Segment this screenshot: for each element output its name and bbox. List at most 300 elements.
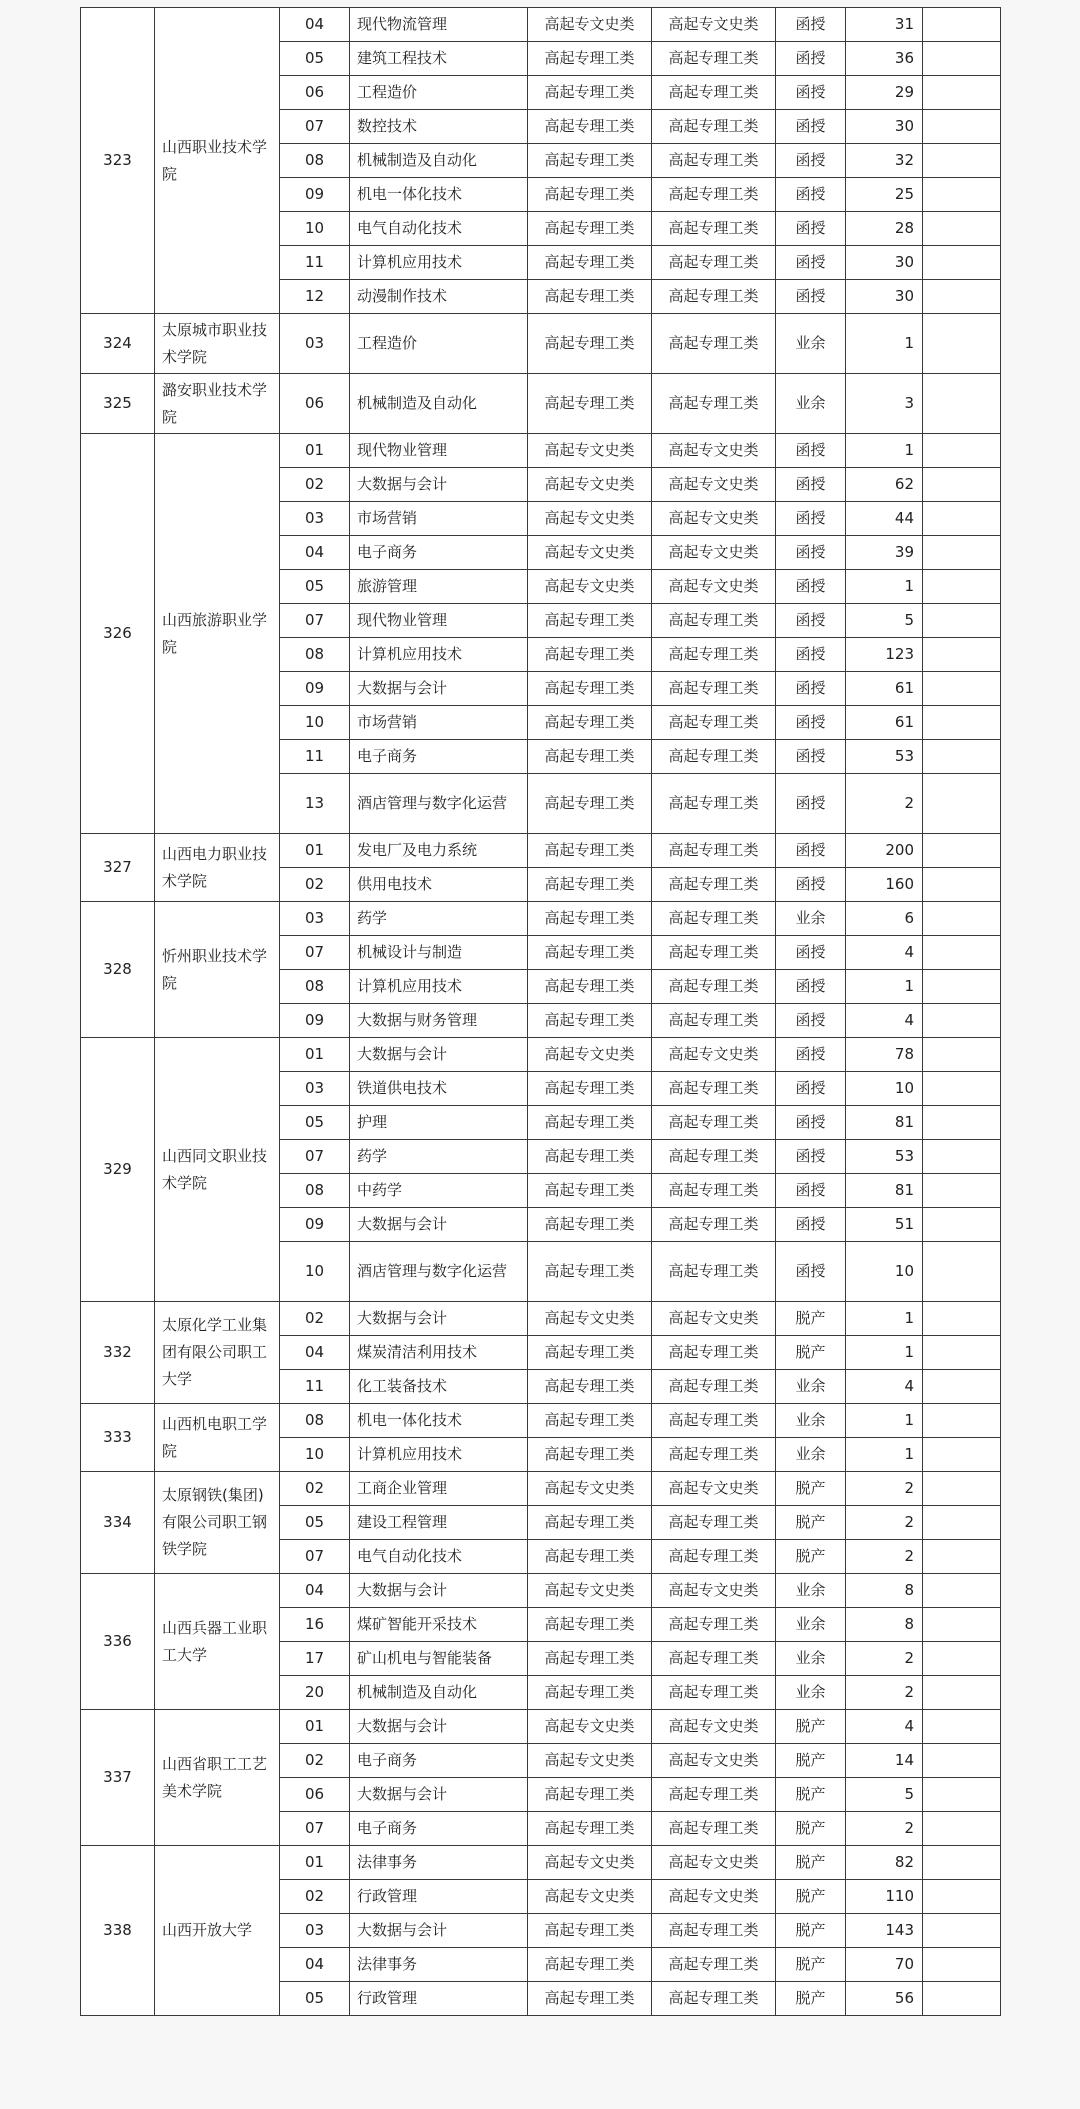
empty-cell — [923, 1574, 1001, 1608]
level-cell: 高起专理工类 — [528, 706, 652, 740]
study-mode-cell: 脱产 — [776, 1744, 846, 1778]
empty-cell — [923, 868, 1001, 902]
enrollment-count-cell: 31 — [846, 8, 923, 42]
enrollment-count-cell: 4 — [846, 1710, 923, 1744]
enrollment-count-cell: 2 — [846, 1812, 923, 1846]
category-cell: 高起专理工类 — [652, 110, 776, 144]
enrollment-count-cell: 2 — [846, 1506, 923, 1540]
major-name-cell: 大数据与会计 — [350, 1208, 528, 1242]
enrollment-count-cell: 25 — [846, 178, 923, 212]
empty-cell — [923, 1174, 1001, 1208]
major-name-cell: 动漫制作技术 — [350, 280, 528, 314]
empty-cell — [923, 1914, 1001, 1948]
major-name-cell: 计算机应用技术 — [350, 246, 528, 280]
enrollment-count-cell: 4 — [846, 936, 923, 970]
table-row — [81, 314, 1001, 374]
study-mode-cell: 函授 — [776, 868, 846, 902]
study-mode-cell: 业余 — [776, 1438, 846, 1472]
level-cell: 高起专理工类 — [528, 314, 652, 374]
major-name-cell: 工程造价 — [350, 314, 528, 374]
category-cell: 高起专理工类 — [652, 1072, 776, 1106]
level-cell: 高起专文史类 — [528, 570, 652, 604]
major-code-cell: 09 — [280, 672, 350, 706]
category-cell: 高起专理工类 — [652, 672, 776, 706]
study-mode-cell: 函授 — [776, 76, 846, 110]
empty-cell — [923, 468, 1001, 502]
major-name-cell: 大数据与会计 — [350, 1710, 528, 1744]
empty-cell — [923, 1472, 1001, 1506]
enrollment-count-cell: 2 — [846, 774, 923, 834]
enrollment-count-cell: 53 — [846, 1140, 923, 1174]
level-cell: 高起专理工类 — [528, 1438, 652, 1472]
major-name-cell: 计算机应用技术 — [350, 638, 528, 672]
empty-cell — [923, 1106, 1001, 1140]
level-cell: 高起专文史类 — [528, 434, 652, 468]
enrollment-count-cell: 8 — [846, 1608, 923, 1642]
table-body — [81, 8, 1001, 2016]
empty-cell — [923, 834, 1001, 868]
major-name-cell: 现代物业管理 — [350, 604, 528, 638]
category-cell: 高起专理工类 — [652, 314, 776, 374]
category-cell: 高起专理工类 — [652, 706, 776, 740]
table-row — [81, 8, 1001, 42]
major-code-cell: 05 — [280, 1106, 350, 1140]
study-mode-cell: 函授 — [776, 570, 846, 604]
major-code-cell: 08 — [280, 638, 350, 672]
major-code-cell: 01 — [280, 1710, 350, 1744]
empty-cell — [923, 604, 1001, 638]
enrollment-count-cell: 4 — [846, 1370, 923, 1404]
empty-cell — [923, 1846, 1001, 1880]
category-cell: 高起专理工类 — [652, 1914, 776, 1948]
study-mode-cell: 函授 — [776, 604, 846, 638]
empty-cell — [923, 740, 1001, 774]
enrollment-count-cell: 160 — [846, 868, 923, 902]
empty-cell — [923, 638, 1001, 672]
level-cell: 高起专文史类 — [528, 1038, 652, 1072]
major-code-cell: 01 — [280, 1846, 350, 1880]
level-cell: 高起专理工类 — [528, 1208, 652, 1242]
study-mode-cell: 函授 — [776, 144, 846, 178]
study-mode-cell: 函授 — [776, 1174, 846, 1208]
major-code-cell: 07 — [280, 1812, 350, 1846]
level-cell: 高起专理工类 — [528, 1812, 652, 1846]
empty-cell — [923, 1506, 1001, 1540]
school-id-cell: 325 — [81, 374, 155, 434]
study-mode-cell: 业余 — [776, 1404, 846, 1438]
level-cell: 高起专理工类 — [528, 902, 652, 936]
empty-cell — [923, 314, 1001, 374]
major-code-cell: 08 — [280, 144, 350, 178]
level-cell: 高起专文史类 — [528, 1472, 652, 1506]
level-cell: 高起专理工类 — [528, 834, 652, 868]
major-name-cell: 法律事务 — [350, 1948, 528, 1982]
enrollment-count-cell: 5 — [846, 604, 923, 638]
major-name-cell: 建筑工程技术 — [350, 42, 528, 76]
enrollment-count-cell: 10 — [846, 1072, 923, 1106]
major-name-cell: 药学 — [350, 902, 528, 936]
major-name-cell: 酒店管理与数字化运营 — [350, 774, 528, 834]
category-cell: 高起专理工类 — [652, 144, 776, 178]
major-name-cell: 煤炭清洁利用技术 — [350, 1336, 528, 1370]
study-mode-cell: 脱产 — [776, 1710, 846, 1744]
level-cell: 高起专理工类 — [528, 374, 652, 434]
major-name-cell: 机械制造及自动化 — [350, 144, 528, 178]
category-cell: 高起专理工类 — [652, 76, 776, 110]
major-name-cell: 酒店管理与数字化运营 — [350, 1242, 528, 1302]
enrollment-count-cell: 28 — [846, 212, 923, 246]
enrollment-count-cell: 2 — [846, 1540, 923, 1574]
study-mode-cell: 函授 — [776, 1106, 846, 1140]
enrollment-count-cell: 51 — [846, 1208, 923, 1242]
study-mode-cell: 函授 — [776, 502, 846, 536]
empty-cell — [923, 212, 1001, 246]
major-name-cell: 电子商务 — [350, 740, 528, 774]
study-mode-cell: 函授 — [776, 42, 846, 76]
school-name-cell: 山西省职工工艺美术学院 — [155, 1710, 280, 1846]
enrollment-count-cell: 8 — [846, 1574, 923, 1608]
major-code-cell: 10 — [280, 706, 350, 740]
major-code-cell: 07 — [280, 936, 350, 970]
major-name-cell: 铁道供电技术 — [350, 1072, 528, 1106]
major-name-cell: 大数据与会计 — [350, 1038, 528, 1072]
table-row — [81, 1038, 1001, 1072]
empty-cell — [923, 1676, 1001, 1710]
enrollment-count-cell: 1 — [846, 970, 923, 1004]
study-mode-cell: 函授 — [776, 1038, 846, 1072]
empty-cell — [923, 1302, 1001, 1336]
enrollment-count-cell: 56 — [846, 1982, 923, 2016]
school-id-cell: 324 — [81, 314, 155, 374]
major-name-cell: 化工装备技术 — [350, 1370, 528, 1404]
major-code-cell: 11 — [280, 246, 350, 280]
category-cell: 高起专理工类 — [652, 970, 776, 1004]
category-cell: 高起专理工类 — [652, 1174, 776, 1208]
empty-cell — [923, 1438, 1001, 1472]
enrollment-count-cell: 61 — [846, 706, 923, 740]
empty-cell — [923, 1404, 1001, 1438]
level-cell: 高起专理工类 — [528, 1506, 652, 1540]
study-mode-cell: 函授 — [776, 178, 846, 212]
level-cell: 高起专理工类 — [528, 774, 652, 834]
category-cell: 高起专理工类 — [652, 740, 776, 774]
school-id-cell: 336 — [81, 1574, 155, 1710]
major-code-cell: 03 — [280, 1914, 350, 1948]
category-cell: 高起专理工类 — [652, 280, 776, 314]
category-cell: 高起专理工类 — [652, 1982, 776, 2016]
major-code-cell: 03 — [280, 502, 350, 536]
category-cell: 高起专理工类 — [652, 638, 776, 672]
empty-cell — [923, 536, 1001, 570]
school-name-cell: 山西开放大学 — [155, 1846, 280, 2016]
category-cell: 高起专理工类 — [652, 1438, 776, 1472]
enrollment-count-cell: 53 — [846, 740, 923, 774]
empty-cell — [923, 672, 1001, 706]
category-cell: 高起专文史类 — [652, 434, 776, 468]
major-name-cell: 供用电技术 — [350, 868, 528, 902]
major-name-cell: 旅游管理 — [350, 570, 528, 604]
school-id-cell: 326 — [81, 434, 155, 834]
category-cell: 高起专理工类 — [652, 1004, 776, 1038]
level-cell: 高起专文史类 — [528, 468, 652, 502]
empty-cell — [923, 706, 1001, 740]
level-cell: 高起专理工类 — [528, 1914, 652, 1948]
study-mode-cell: 函授 — [776, 936, 846, 970]
school-id-cell: 332 — [81, 1302, 155, 1404]
study-mode-cell: 函授 — [776, 740, 846, 774]
major-code-cell: 03 — [280, 314, 350, 374]
level-cell: 高起专理工类 — [528, 740, 652, 774]
study-mode-cell: 函授 — [776, 672, 846, 706]
level-cell: 高起专文史类 — [528, 1574, 652, 1608]
enrollment-count-cell: 81 — [846, 1174, 923, 1208]
major-name-cell: 机电一体化技术 — [350, 1404, 528, 1438]
level-cell: 高起专理工类 — [528, 42, 652, 76]
category-cell: 高起专文史类 — [652, 8, 776, 42]
study-mode-cell: 函授 — [776, 774, 846, 834]
study-mode-cell: 函授 — [776, 536, 846, 570]
study-mode-cell: 函授 — [776, 706, 846, 740]
major-name-cell: 计算机应用技术 — [350, 970, 528, 1004]
major-code-cell: 20 — [280, 1676, 350, 1710]
major-code-cell: 06 — [280, 374, 350, 434]
school-name-cell: 山西旅游职业学院 — [155, 434, 280, 834]
level-cell: 高起专理工类 — [528, 1642, 652, 1676]
level-cell: 高起专理工类 — [528, 936, 652, 970]
major-code-cell: 05 — [280, 570, 350, 604]
school-name-cell: 太原化学工业集团有限公司职工大学 — [155, 1302, 280, 1404]
empty-cell — [923, 970, 1001, 1004]
enrollment-count-cell: 30 — [846, 110, 923, 144]
category-cell: 高起专理工类 — [652, 1778, 776, 1812]
category-cell: 高起专理工类 — [652, 246, 776, 280]
category-cell: 高起专理工类 — [652, 1948, 776, 1982]
category-cell: 高起专文史类 — [652, 536, 776, 570]
major-name-cell: 市场营销 — [350, 706, 528, 740]
major-name-cell: 电子商务 — [350, 536, 528, 570]
major-code-cell: 10 — [280, 212, 350, 246]
enrollment-count-cell: 4 — [846, 1004, 923, 1038]
category-cell: 高起专理工类 — [652, 1506, 776, 1540]
category-cell: 高起专理工类 — [652, 1336, 776, 1370]
level-cell: 高起专理工类 — [528, 1982, 652, 2016]
category-cell: 高起专文史类 — [652, 1880, 776, 1914]
empty-cell — [923, 374, 1001, 434]
study-mode-cell: 业余 — [776, 1370, 846, 1404]
enrollment-count-cell: 44 — [846, 502, 923, 536]
major-code-cell: 07 — [280, 604, 350, 638]
level-cell: 高起专理工类 — [528, 1676, 652, 1710]
enrollment-count-cell: 30 — [846, 280, 923, 314]
study-mode-cell: 函授 — [776, 1004, 846, 1038]
empty-cell — [923, 1208, 1001, 1242]
enrollment-count-cell: 32 — [846, 144, 923, 178]
major-name-cell: 药学 — [350, 1140, 528, 1174]
empty-cell — [923, 1642, 1001, 1676]
category-cell: 高起专理工类 — [652, 1140, 776, 1174]
level-cell: 高起专理工类 — [528, 1004, 652, 1038]
level-cell: 高起专理工类 — [528, 1404, 652, 1438]
major-name-cell: 大数据与会计 — [350, 1302, 528, 1336]
major-code-cell: 02 — [280, 1472, 350, 1506]
category-cell: 高起专理工类 — [652, 374, 776, 434]
major-code-cell: 08 — [280, 1404, 350, 1438]
school-id-cell: 337 — [81, 1710, 155, 1846]
table-row — [81, 434, 1001, 468]
major-name-cell: 矿山机电与智能装备 — [350, 1642, 528, 1676]
empty-cell — [923, 1880, 1001, 1914]
school-name-cell: 山西同文职业技术学院 — [155, 1038, 280, 1302]
major-code-cell: 05 — [280, 1982, 350, 2016]
major-name-cell: 护理 — [350, 1106, 528, 1140]
major-code-cell: 02 — [280, 468, 350, 502]
category-cell: 高起专文史类 — [652, 1472, 776, 1506]
school-id-cell: 328 — [81, 902, 155, 1038]
school-name-cell: 忻州职业技术学院 — [155, 902, 280, 1038]
major-code-cell: 13 — [280, 774, 350, 834]
major-code-cell: 07 — [280, 1540, 350, 1574]
table-row — [81, 834, 1001, 868]
empty-cell — [923, 110, 1001, 144]
category-cell: 高起专文史类 — [652, 1038, 776, 1072]
major-code-cell: 03 — [280, 1072, 350, 1106]
enrollment-count-cell: 143 — [846, 1914, 923, 1948]
school-name-cell: 山西电力职业技术学院 — [155, 834, 280, 902]
table-row — [81, 1846, 1001, 1880]
category-cell: 高起专理工类 — [652, 42, 776, 76]
enrollment-count-cell: 81 — [846, 1106, 923, 1140]
category-cell: 高起专理工类 — [652, 178, 776, 212]
study-mode-cell: 业余 — [776, 1608, 846, 1642]
major-code-cell: 02 — [280, 1744, 350, 1778]
major-code-cell: 02 — [280, 868, 350, 902]
study-mode-cell: 函授 — [776, 1208, 846, 1242]
major-code-cell: 04 — [280, 8, 350, 42]
major-code-cell: 09 — [280, 1208, 350, 1242]
study-mode-cell: 函授 — [776, 834, 846, 868]
enrollment-count-cell: 2 — [846, 1472, 923, 1506]
empty-cell — [923, 1370, 1001, 1404]
study-mode-cell: 脱产 — [776, 1540, 846, 1574]
study-mode-cell: 脱产 — [776, 1302, 846, 1336]
major-code-cell: 08 — [280, 1174, 350, 1208]
level-cell: 高起专理工类 — [528, 76, 652, 110]
major-name-cell: 机械设计与制造 — [350, 936, 528, 970]
empty-cell — [923, 434, 1001, 468]
level-cell: 高起专理工类 — [528, 178, 652, 212]
level-cell: 高起专文史类 — [528, 1302, 652, 1336]
major-name-cell: 电气自动化技术 — [350, 212, 528, 246]
empty-cell — [923, 774, 1001, 834]
major-name-cell: 数控技术 — [350, 110, 528, 144]
enrollment-count-cell: 1 — [846, 1404, 923, 1438]
enrollment-table — [80, 7, 1001, 2016]
major-name-cell: 大数据与财务管理 — [350, 1004, 528, 1038]
major-code-cell: 01 — [280, 1038, 350, 1072]
school-name-cell: 太原钢铁(集团)有限公司职工钢铁学院 — [155, 1472, 280, 1574]
level-cell: 高起专文史类 — [528, 1880, 652, 1914]
major-code-cell: 04 — [280, 1336, 350, 1370]
study-mode-cell: 脱产 — [776, 1336, 846, 1370]
major-code-cell: 04 — [280, 1574, 350, 1608]
table-row — [81, 1404, 1001, 1438]
level-cell: 高起专文史类 — [528, 502, 652, 536]
empty-cell — [923, 8, 1001, 42]
study-mode-cell: 函授 — [776, 212, 846, 246]
school-name-cell: 潞安职业技术学院 — [155, 374, 280, 434]
category-cell: 高起专理工类 — [652, 868, 776, 902]
category-cell: 高起专文史类 — [652, 502, 776, 536]
level-cell: 高起专理工类 — [528, 212, 652, 246]
enrollment-count-cell: 39 — [846, 536, 923, 570]
category-cell: 高起专文史类 — [652, 1302, 776, 1336]
table-row — [81, 1710, 1001, 1744]
category-cell: 高起专理工类 — [652, 1608, 776, 1642]
enrollment-count-cell: 78 — [846, 1038, 923, 1072]
enrollment-count-cell: 36 — [846, 42, 923, 76]
study-mode-cell: 脱产 — [776, 1506, 846, 1540]
major-code-cell: 05 — [280, 1506, 350, 1540]
major-name-cell: 中药学 — [350, 1174, 528, 1208]
table-row — [81, 902, 1001, 936]
enrollment-count-cell: 14 — [846, 1744, 923, 1778]
major-name-cell: 工程造价 — [350, 76, 528, 110]
empty-cell — [923, 76, 1001, 110]
school-id-cell: 333 — [81, 1404, 155, 1472]
level-cell: 高起专理工类 — [528, 1174, 652, 1208]
major-name-cell: 电子商务 — [350, 1812, 528, 1846]
empty-cell — [923, 570, 1001, 604]
level-cell: 高起专理工类 — [528, 1106, 652, 1140]
category-cell: 高起专理工类 — [652, 834, 776, 868]
empty-cell — [923, 280, 1001, 314]
empty-cell — [923, 1072, 1001, 1106]
major-code-cell: 09 — [280, 178, 350, 212]
study-mode-cell: 函授 — [776, 280, 846, 314]
category-cell: 高起专理工类 — [652, 1208, 776, 1242]
level-cell: 高起专理工类 — [528, 1540, 652, 1574]
level-cell: 高起专理工类 — [528, 638, 652, 672]
empty-cell — [923, 246, 1001, 280]
enrollment-count-cell: 123 — [846, 638, 923, 672]
school-id-cell: 329 — [81, 1038, 155, 1302]
major-name-cell: 煤矿智能开采技术 — [350, 1608, 528, 1642]
major-name-cell: 现代物流管理 — [350, 8, 528, 42]
level-cell: 高起专文史类 — [528, 1846, 652, 1880]
major-code-cell: 01 — [280, 834, 350, 868]
major-code-cell: 03 — [280, 902, 350, 936]
major-name-cell: 行政管理 — [350, 1880, 528, 1914]
empty-cell — [923, 144, 1001, 178]
level-cell: 高起专文史类 — [528, 1710, 652, 1744]
study-mode-cell: 函授 — [776, 1140, 846, 1174]
empty-cell — [923, 1140, 1001, 1174]
enrollment-count-cell: 3 — [846, 374, 923, 434]
study-mode-cell: 脱产 — [776, 1914, 846, 1948]
study-mode-cell: 函授 — [776, 1242, 846, 1302]
level-cell: 高起专理工类 — [528, 1242, 652, 1302]
level-cell: 高起专理工类 — [528, 144, 652, 178]
empty-cell — [923, 1540, 1001, 1574]
category-cell: 高起专文史类 — [652, 1574, 776, 1608]
empty-cell — [923, 1608, 1001, 1642]
level-cell: 高起专理工类 — [528, 1608, 652, 1642]
major-name-cell: 大数据与会计 — [350, 1778, 528, 1812]
category-cell: 高起专理工类 — [652, 1242, 776, 1302]
major-code-cell: 16 — [280, 1608, 350, 1642]
level-cell: 高起专理工类 — [528, 110, 652, 144]
category-cell: 高起专理工类 — [652, 936, 776, 970]
